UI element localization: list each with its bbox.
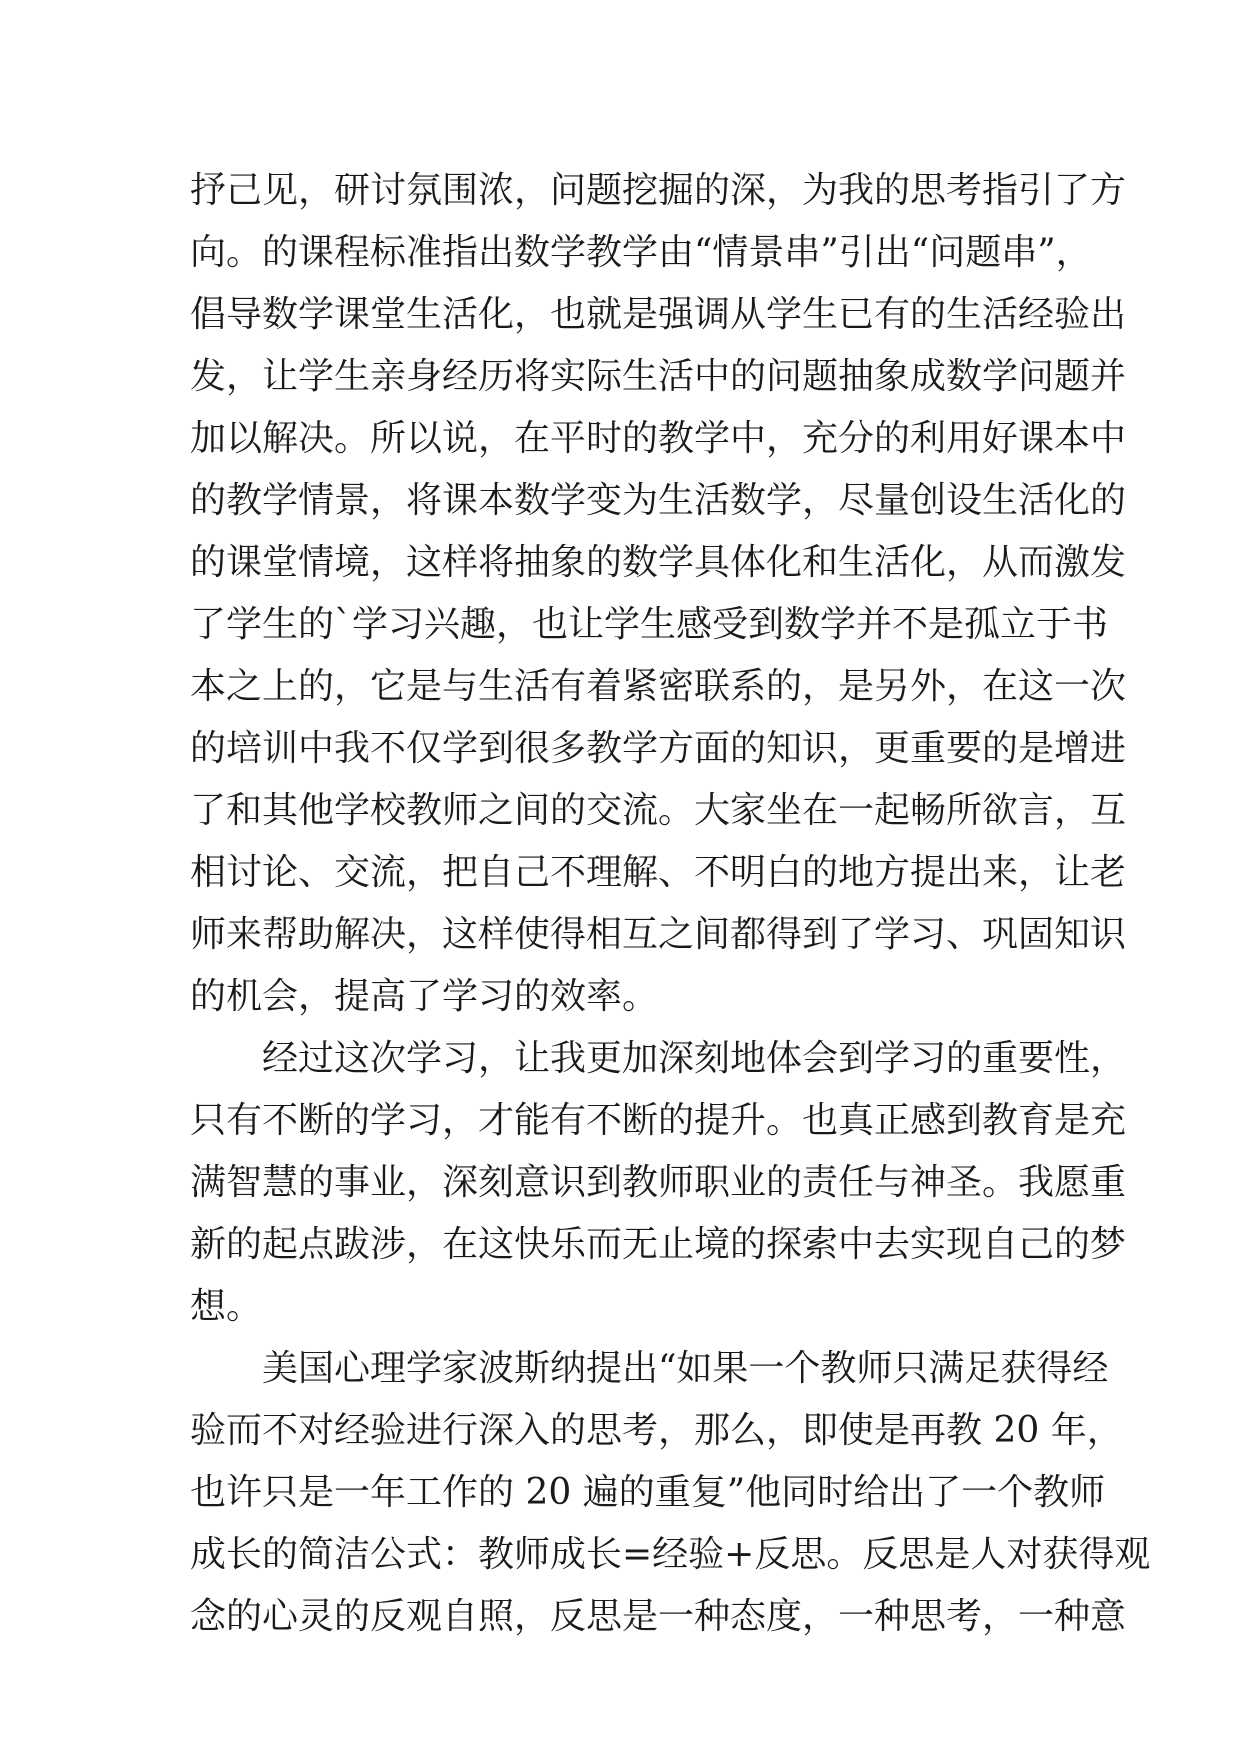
text-line: 的机会，提高了学习的效率。 bbox=[190, 976, 659, 1017]
text-line: 本之上的，它是与生活有着紧密联系的，是另外，在这一次 bbox=[190, 666, 1127, 707]
text-line: 念的心灵的反观自照，反思是一种态度，一种思考，一种意 bbox=[190, 1596, 1127, 1637]
text-line: 想。 bbox=[190, 1286, 263, 1327]
body-text bbox=[190, 160, 1151, 1648]
paragraph bbox=[190, 1338, 1151, 1648]
text-line: 倡导数学课堂生活化，也就是强调从学生已有的生活经验出 bbox=[190, 294, 1127, 335]
text-line: 发，让学生亲身经历将实际生活中的问题抽象成数学问题并 bbox=[190, 356, 1127, 397]
text-line: 师来帮助解决，这样使得相互之间都得到了学习、巩固知识 bbox=[190, 914, 1127, 955]
text-line: 也许只是一年工作的 20 遍的重复”他同时给出了一个教师 bbox=[190, 1472, 1106, 1513]
text-line: 只有不断的学习，才能有不断的提升。也真正感到教育是充 bbox=[190, 1100, 1127, 1141]
text-line: 了和其他学校教师之间的交流。大家坐在一起畅所欲言，互 bbox=[190, 790, 1127, 831]
text-line: 的培训中我不仅学到很多教学方面的知识，更重要的是增进 bbox=[190, 728, 1127, 769]
paragraph bbox=[190, 1028, 1127, 1338]
text-line: 向。的课程标准指出数学教学由“情景串”引出“问题串”， bbox=[190, 232, 1092, 273]
text-line: 了学生的`学习兴趣，也让学生感受到数学并不是孤立于书 bbox=[190, 604, 1109, 645]
text-line: 新的起点跋涉，在这快乐而无止境的探索中去实现自己的梦 bbox=[190, 1224, 1127, 1265]
text-line: 验而不对经验进行深入的思考，那么，即使是再教 20 年， bbox=[190, 1410, 1123, 1451]
text-line: 抒己见，研讨氛围浓，问题挖掘的深，为我的思考指引了方 bbox=[190, 170, 1127, 211]
text-line: 满智慧的事业，深刻意识到教师职业的责任与神圣。我愿重 bbox=[190, 1162, 1127, 1203]
text-line: 相讨论、交流，把自己不理解、不明白的地方提出来，让老 bbox=[190, 852, 1127, 893]
text-line: 成长的简洁公式：教师成长=经验+反思。反思是人对获得观 bbox=[190, 1534, 1151, 1575]
text-line: 美国心理学家波斯纳提出“如果一个教师只满足获得经 bbox=[262, 1348, 1109, 1389]
paragraph bbox=[190, 160, 1127, 1028]
text-line: 加以解决。所以说，在平时的教学中，充分的利用好课本中 bbox=[190, 418, 1127, 459]
text-line: 的教学情景，将课本数学变为生活数学，尽量创设生活化的 bbox=[190, 480, 1127, 521]
text-line: 经过这次学习，让我更加深刻地体会到学习的重要性， bbox=[262, 1038, 1127, 1079]
text-line: 的课堂情境，这样将抽象的数学具体化和生活化，从而激发 bbox=[190, 542, 1127, 583]
